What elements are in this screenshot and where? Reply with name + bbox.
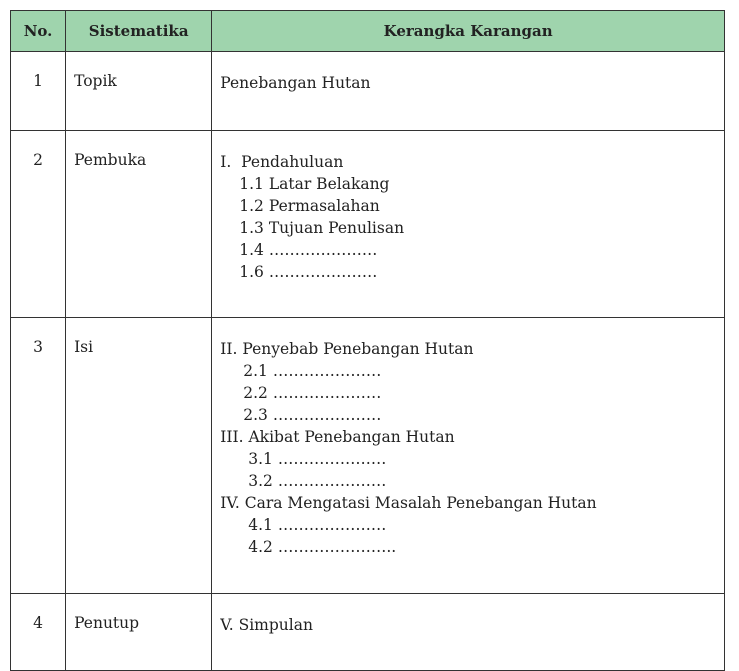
outline-heading: IV. Cara Mengatasi Masalah Penebangan Hutan	[220, 494, 597, 512]
outline-subitem: 2.2 …………………	[243, 384, 382, 402]
table-row	[11, 318, 725, 594]
outline-line: V. Simpulan	[220, 616, 313, 634]
row-kerangka	[212, 52, 725, 131]
outline-subitem: 2.3 …………………	[243, 406, 382, 424]
table-row	[11, 131, 725, 318]
table-row	[11, 594, 725, 671]
header-no: No.	[11, 11, 66, 52]
outline-subitem: 1.1 Latar Belakang	[239, 175, 390, 193]
table-body	[11, 52, 725, 671]
outline-heading: II. Penyebab Penebangan Hutan	[220, 340, 474, 358]
outline-subitem: 2.1 …………………	[243, 362, 382, 380]
header-kerangka: Kerangka Karangan	[212, 11, 725, 52]
outline-subitem: 1.3 Tujuan Penulisan	[239, 219, 405, 237]
outline-subitem: 3.2 …………………	[248, 472, 387, 490]
row-number: 3	[11, 318, 66, 594]
table-row	[11, 52, 725, 131]
outline-subitem: 1.2 Permasalahan	[239, 197, 380, 215]
outline-table-container	[10, 10, 725, 671]
row-kerangka	[212, 131, 725, 318]
outline-subitem: 4.1 …………………	[248, 516, 387, 534]
outline-heading: I. Pendahuluan	[220, 153, 344, 171]
outline-table	[10, 10, 725, 671]
row-number: 1	[11, 52, 66, 131]
outline-line: Penebangan Hutan	[220, 74, 371, 92]
outline-subitem: 1.6 …………………	[239, 263, 378, 281]
table-header	[11, 11, 725, 52]
row-sistematika: Isi	[66, 318, 212, 594]
row-sistematika: Penutup	[66, 594, 212, 671]
outline-heading: III. Akibat Penebangan Hutan	[220, 428, 455, 446]
row-number: 4	[11, 594, 66, 671]
header-sistematika: Sistematika	[66, 11, 212, 52]
outline-subitem: 3.1 …………………	[248, 450, 387, 468]
row-kerangka	[212, 594, 725, 671]
row-number: 2	[11, 131, 66, 318]
row-sistematika: Topik	[66, 52, 212, 131]
row-kerangka	[212, 318, 725, 594]
row-sistematika: Pembuka	[66, 131, 212, 318]
outline-subitem: 1.4 …………………	[239, 241, 378, 259]
outline-subitem: 4.2 …………………..	[248, 538, 397, 556]
header-row	[11, 11, 725, 52]
